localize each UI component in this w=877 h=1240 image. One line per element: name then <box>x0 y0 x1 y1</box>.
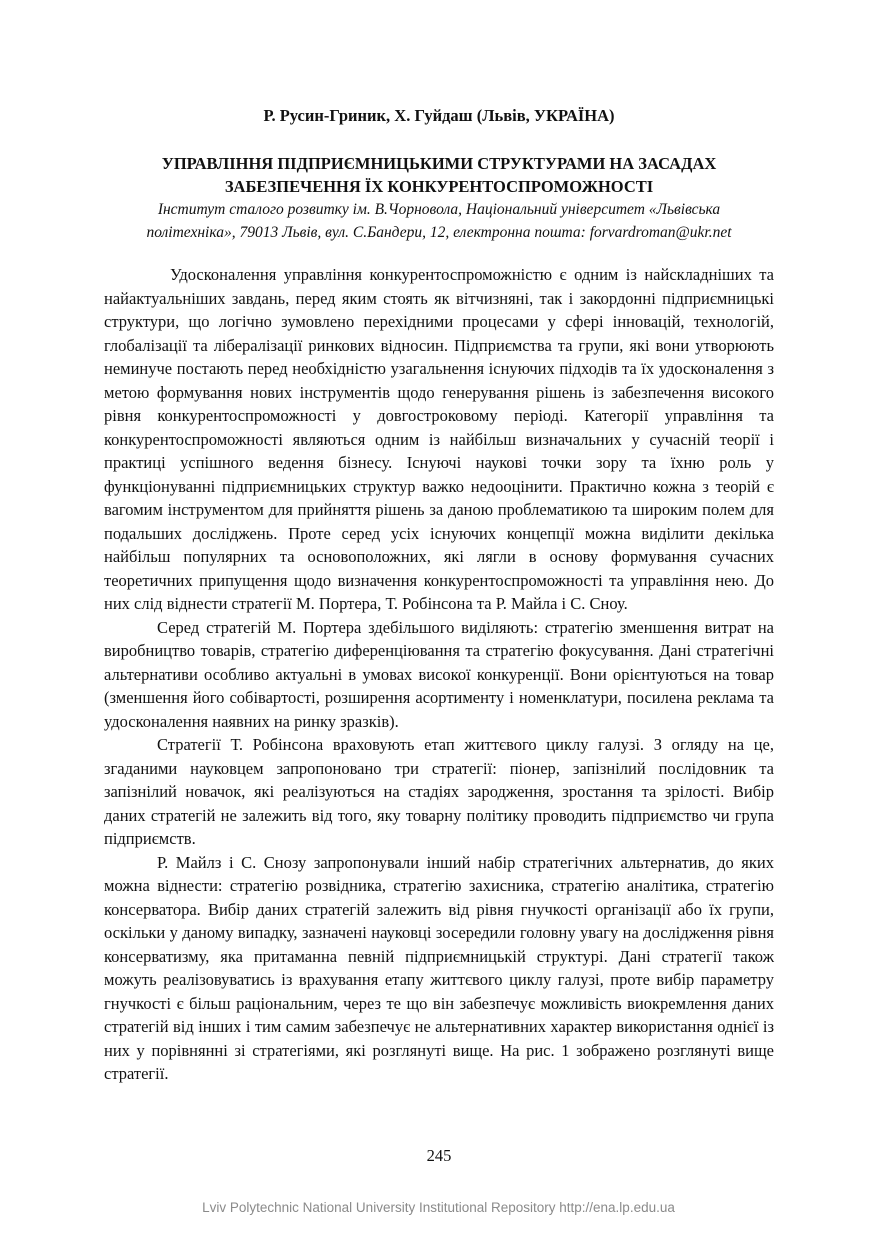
affiliation <box>104 198 774 244</box>
paragraph-1: Удосконалення управління конкурентоспроможністю є одним із найскладніших та найактуальніших завдань, перед яким стоять як вітчизняні, так і закордонні підприємницькі структури, що логічно зумовлено перехідними процесами у сфері інновацій, технологій, глобалізації та лібералізації ринкових відносин. Підприємства та групи, які вони утворюють неминуче постають перед необхідністю узагальнення існуючих підходів та їх удосконалення з метою формування нових інструментів щодо генерування рішень із забезпечення високого рівня конкурентоспроможності у довгостроковому періоді. Категорії управління та конкурентоспроможності являються одним із найбільш визначальних у сучасній теорії і практиці успішного ведення бізнесу. Існуючі наукові точки зору та їхню роль у функціонуванні підприємницьких структур важко недооцінити. Практично кожна з теорій є вагомим інструментом для прийняття рішень за даною проблематикою та широким полем для подальших досліджень. Проте серед усіх існуючих концепції можна виділити декілька найбільш популярних та основоположних, які лягли в основу формування сучасних теоретичних припущення щодо визначення конкурентоспроможності та управління нею. До них слід віднести стратегії М. Портера, Т. Робінсона та Р. Майла і С. Сноу. <box>104 265 774 613</box>
affiliation-line-2: політехніка», 79013 Львів, вул. С.Бандери, 12, електронна пошта: forvardroman@ukr.net <box>146 224 732 241</box>
paragraph-4: Р. Майлз і С. Снозу запропонували інший набір стратегічних альтернатив, до яких можна віднести: стратегію розвідника, стратегію захисника, стратегію аналітика, стратегію консерватора. Вибір даних стратегій залежить від рівня гнучкості організації або їх групи, оскільки у даному випадку, зазначені науковці зосередили головну увагу на дослідження рівня консерватизму, яка притаманна певній підприємницькій структурі. Дані стратегії також можуть реалізовуватись із врахування етапу життєвого циклу галузі, проте вибір параметру гнучкості є більш раціональним, через те що він забезпечує можливість виокремлення даних стратегій від інших і тим самим забезпечує не альтернативних характер використання однієї із них у порівнянні зі стратегіями, які розглянуті вище. На рис. 1 зображено розглянуті вище стратегії. <box>104 852 774 1083</box>
affiliation-line-1: Інститут сталого розвитку ім. В.Чорновола, Національний університет «Львівська <box>157 201 721 218</box>
paper-title-line-2: ЗАБЕЗПЕЧЕННЯ ЇХ КОНКУРЕНТОСПРОМОЖНОСТІ <box>224 177 654 196</box>
paragraph-2: Серед стратегій М. Портера здебільшого виділяють: стратегію зменшення витрат на виробництво товарів, стратегію диференціювання та стратегію фокусування. Дані стратегічні альтернативи особливо актуальні в умовах високої конкуренції. Вони орієнтуються на товар (зменшення його собівартості, розширення асортименту і номенклатури, посилена реклама та удосконалення наявних на ринку зразків). <box>104 617 774 731</box>
paragraph-3: Стратегії Т. Робінсона враховують етап життєвого циклу галузі. З огляду на це, згаданими науковцем запропоновано три стратегії: піонер, запізнілий послідовник та запізнілий новачок, які реалізуються на стадіях зародження, зростання та зрілості. Вибір даних стратегій не залежить від того, яку товарну політику проводить підприємство чи група підприємств. <box>104 735 774 848</box>
body-text <box>104 263 774 1086</box>
authors: Р. Русин-Гриник, Х. Гуйдаш (Львів, УКРАЇНА) <box>263 106 615 125</box>
paper-title-line-1: УПРАВЛІННЯ ПІДПРИЄМНИЦЬКИМИ СТРУКТУРАМИ НА ЗАСАДАХ <box>161 154 717 173</box>
paper-title <box>104 152 774 198</box>
page-number: 245 <box>426 1146 452 1165</box>
repository-footer: Lviv Polytechnic National University Institutional Repository http://ena.lp.edu.ua <box>202 1200 675 1215</box>
